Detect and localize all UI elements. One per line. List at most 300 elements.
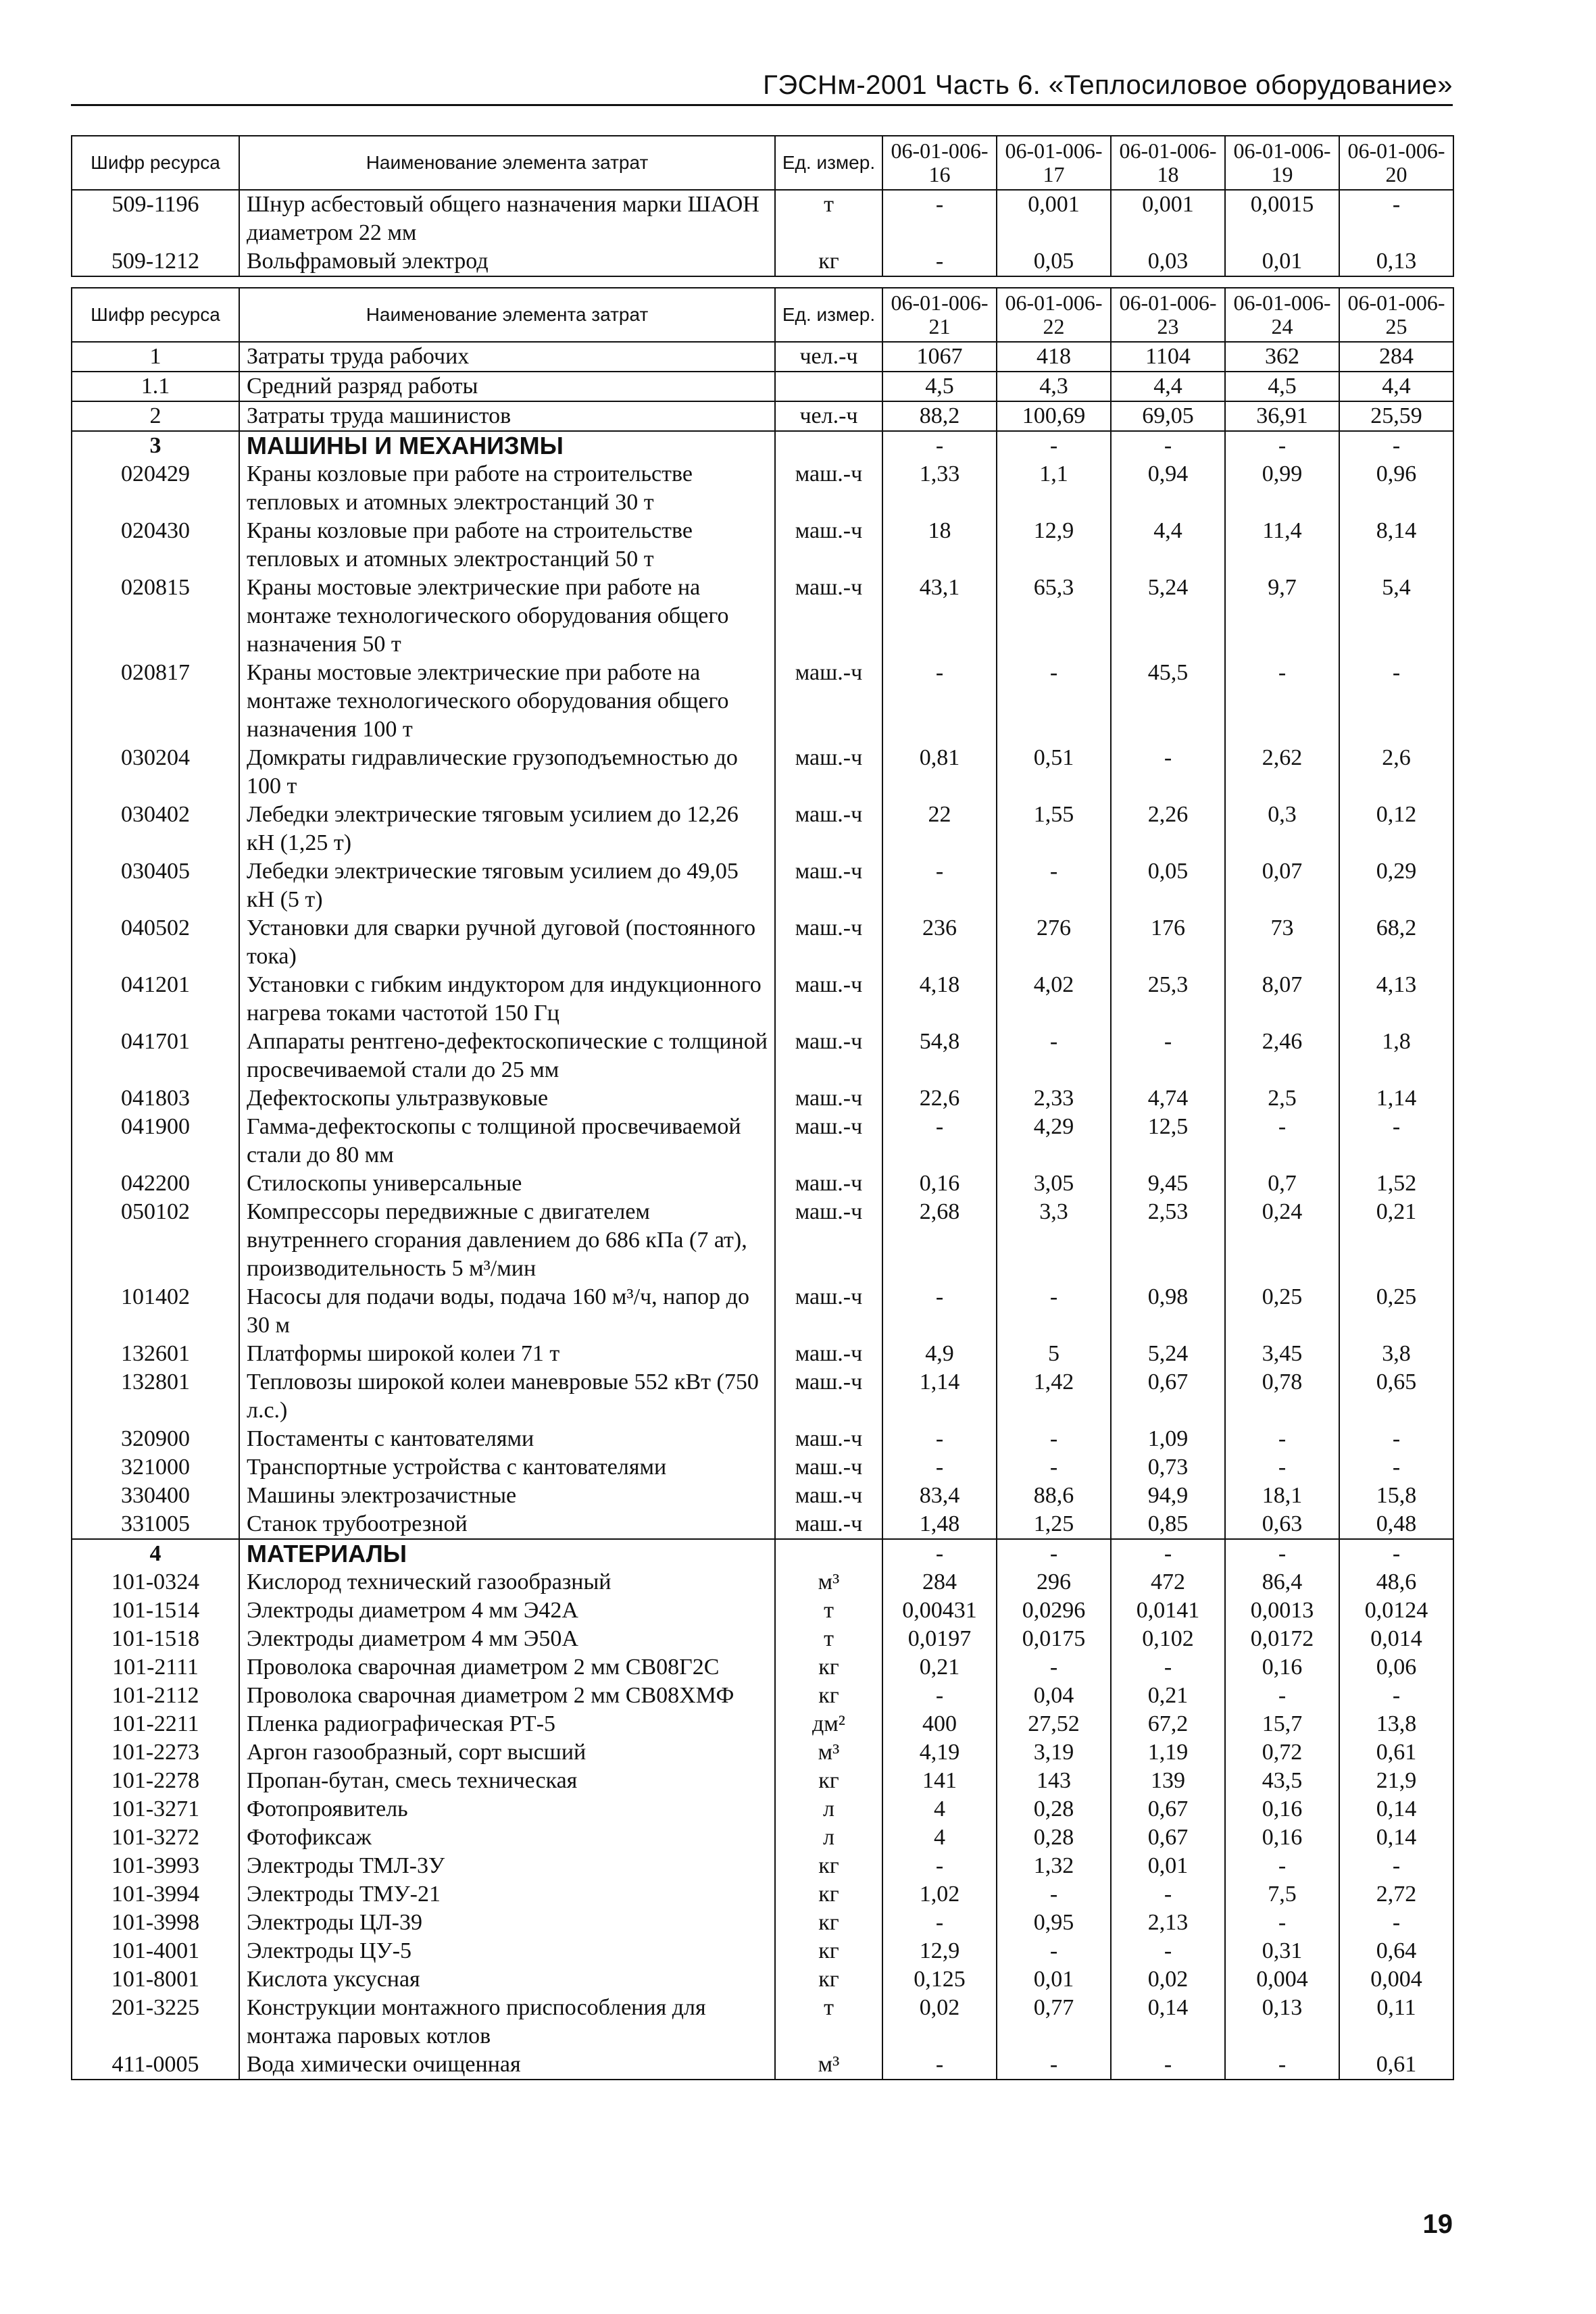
- norm-value-cell: 139: [1111, 1767, 1225, 1795]
- resource-name-cell: Компрессоры передвижные с двигателем внутреннего сгорания давлением до 686 кПа (7 ат), производительность 5 м³/мин: [239, 1198, 775, 1283]
- norm-value-cell: 4,74: [1111, 1084, 1225, 1113]
- norm-value-cell: 0,24: [1225, 1198, 1339, 1283]
- unit-cell: кг: [775, 1682, 882, 1710]
- norm-value-cell: 0,98: [1111, 1283, 1225, 1340]
- norm-value-cell: 2,13: [1111, 1909, 1225, 1937]
- norm-value-cell: 4,9: [882, 1340, 997, 1368]
- resource-code-cell: 101-3272: [72, 1823, 239, 1852]
- norm-value-cell: 0,07: [1225, 857, 1339, 914]
- resource-name-cell: Дефектоскопы ультразвуковые: [239, 1084, 775, 1113]
- norm-value-cell: 0,77: [997, 1994, 1111, 2051]
- norm-value-cell: 0,01: [1225, 247, 1339, 276]
- unit-cell: кг: [775, 1880, 882, 1909]
- norm-value-cell: 45,5: [1111, 659, 1225, 744]
- table-row: [72, 1710, 1453, 1738]
- table-row: [72, 1596, 1453, 1625]
- unit-cell: маш.-ч: [775, 1028, 882, 1084]
- resource-code-cell: 101-2111: [72, 1653, 239, 1682]
- norm-value-cell: -: [1111, 1880, 1225, 1909]
- norm-value-cell: 3,05: [997, 1169, 1111, 1198]
- resource-name-cell: Установки для сварки ручной дуговой (постоянного тока): [239, 914, 775, 971]
- norm-value-cell: 0,51: [997, 744, 1111, 801]
- resource-code-cell: 040502: [72, 914, 239, 971]
- norm-value-cell: -: [997, 1453, 1111, 1482]
- resource-code-cell: 030402: [72, 801, 239, 857]
- norm-value-cell: 0,16: [1225, 1653, 1339, 1682]
- norm-value-cell: 0,78: [1225, 1368, 1339, 1425]
- norm-value-cell: 0,95: [997, 1909, 1111, 1937]
- norm-value-cell: -: [1111, 744, 1225, 801]
- norm-value-cell: -: [882, 1539, 997, 1568]
- resource-code-cell: 101-8001: [72, 1965, 239, 1994]
- norm-value-cell: 18: [882, 517, 997, 574]
- resource-code-cell: 020430: [72, 517, 239, 574]
- resource-name-cell: Краны мостовые электрические при работе на монтаже технологического оборудования общего назначения 100 т: [239, 659, 775, 744]
- norm-value-cell: 4,18: [882, 971, 997, 1028]
- norm-value-cell: 0,03: [1111, 247, 1225, 276]
- norm-value-cell: 15,8: [1339, 1482, 1453, 1510]
- norm-value-cell: 0,0175: [997, 1625, 1111, 1653]
- norm-value-cell: 1,42: [997, 1368, 1111, 1425]
- norm-value-cell: 0,67: [1111, 1795, 1225, 1823]
- norm-value-cell: 73: [1225, 914, 1339, 971]
- unit-cell: кг: [775, 1937, 882, 1965]
- norm-value-cell: 8,14: [1339, 517, 1453, 574]
- resource-code-cell: 330400: [72, 1482, 239, 1510]
- resource-code-cell: 101-3998: [72, 1909, 239, 1937]
- norm-value-cell: 8,07: [1225, 971, 1339, 1028]
- unit-cell: маш.-ч: [775, 1425, 882, 1453]
- norm-value-cell: 94,9: [1111, 1482, 1225, 1510]
- resource-code-cell: 331005: [72, 1510, 239, 1539]
- norm-value-cell: -: [1339, 659, 1453, 744]
- norm-value-cell: 4,29: [997, 1113, 1111, 1169]
- resource-code-cell: 509-1212: [72, 247, 239, 276]
- resource-name-cell: Краны козловые при работе на строительстве тепловых и атомных электростанций 50 т: [239, 517, 775, 574]
- norm-value-cell: 2,26: [1111, 801, 1225, 857]
- resource-name-cell: Машины электрозачистные: [239, 1482, 775, 1510]
- norm-value-cell: 143: [997, 1767, 1111, 1795]
- table-row: [72, 1965, 1453, 1994]
- norm-column-header: 06-01-006-18: [1111, 136, 1225, 190]
- unit-cell: маш.-ч: [775, 744, 882, 801]
- norm-value-cell: 4: [882, 1795, 997, 1823]
- norm-value-cell: 1104: [1111, 342, 1225, 372]
- resource-code-cell: 041201: [72, 971, 239, 1028]
- norm-value-cell: 2,72: [1339, 1880, 1453, 1909]
- norm-value-cell: 1,8: [1339, 1028, 1453, 1084]
- table-row: [72, 1937, 1453, 1965]
- norm-value-cell: -: [997, 1425, 1111, 1453]
- unit-cell: маш.-ч: [775, 914, 882, 971]
- unit-column-header: Ед. измер.: [775, 136, 882, 190]
- resource-name-cell: Постаменты с кантователями: [239, 1425, 775, 1453]
- norm-value-cell: 4,02: [997, 971, 1111, 1028]
- norm-value-cell: 0,21: [882, 1653, 997, 1682]
- norm-value-cell: 0,28: [997, 1795, 1111, 1823]
- table-row: [72, 914, 1453, 971]
- norm-value-cell: 276: [997, 914, 1111, 971]
- unit-cell: чел.-ч: [775, 401, 882, 431]
- name-column-header: Наименование элемента затрат: [239, 288, 775, 342]
- norm-value-cell: 418: [997, 342, 1111, 372]
- norm-value-cell: 1,55: [997, 801, 1111, 857]
- unit-cell: кг: [775, 1909, 882, 1937]
- norm-value-cell: 0,14: [1111, 1994, 1225, 2051]
- norm-value-cell: 1,1: [997, 460, 1111, 517]
- norm-column-header: 06-01-006-24: [1225, 288, 1339, 342]
- norm-value-cell: 236: [882, 914, 997, 971]
- norm-value-cell: 0,0141: [1111, 1596, 1225, 1625]
- norm-value-cell: 27,52: [997, 1710, 1111, 1738]
- norm-value-cell: -: [997, 1539, 1111, 1568]
- norm-value-cell: 176: [1111, 914, 1225, 971]
- norm-value-cell: 0,21: [1339, 1198, 1453, 1283]
- resource-code-cell: 041803: [72, 1084, 239, 1113]
- norm-value-cell: 0,67: [1111, 1823, 1225, 1852]
- resource-code-cell: 042200: [72, 1169, 239, 1198]
- norm-value-cell: 69,05: [1111, 401, 1225, 431]
- resource-name-cell: Затраты труда рабочих: [239, 342, 775, 372]
- norm-value-cell: -: [1339, 1682, 1453, 1710]
- unit-cell: маш.-ч: [775, 857, 882, 914]
- table-row: [72, 401, 1453, 431]
- table-row: [72, 1169, 1453, 1198]
- norm-value-cell: -: [997, 857, 1111, 914]
- norm-value-cell: 43,1: [882, 574, 997, 659]
- resource-name-cell: Краны мостовые электрические при работе на монтаже технологического оборудования общего назначения 50 т: [239, 574, 775, 659]
- resource-code-cell: 509-1196: [72, 190, 239, 247]
- resource-name-cell: Затраты труда машинистов: [239, 401, 775, 431]
- norm-value-cell: 12,9: [882, 1937, 997, 1965]
- norm-value-cell: 86,4: [1225, 1568, 1339, 1596]
- norm-value-cell: -: [882, 1425, 997, 1453]
- resource-name-cell: Вода химически очищенная: [239, 2051, 775, 2080]
- norm-value-cell: 0,04: [997, 1682, 1111, 1710]
- norm-value-cell: 3,8: [1339, 1340, 1453, 1368]
- name-column-header: Наименование элемента затрат: [239, 136, 775, 190]
- resource-name-cell: Вольфрамовый электрод: [239, 247, 775, 276]
- norm-value-cell: 0,05: [997, 247, 1111, 276]
- resource-code-cell: 101402: [72, 1283, 239, 1340]
- norm-value-cell: 7,5: [1225, 1880, 1339, 1909]
- norm-value-cell: -: [997, 431, 1111, 460]
- code-column-header: Шифр ресурса: [72, 288, 239, 342]
- norm-value-cell: -: [882, 659, 997, 744]
- table-row: [72, 1568, 1453, 1596]
- table-row: [72, 1994, 1453, 2051]
- resource-name-cell: Кислород технический газообразный: [239, 1568, 775, 1596]
- norm-value-cell: 284: [882, 1568, 997, 1596]
- norm-value-cell: 296: [997, 1568, 1111, 1596]
- resource-name-cell: Аргон газообразный, сорт высший: [239, 1738, 775, 1767]
- unit-cell: маш.-ч: [775, 1482, 882, 1510]
- norm-value-cell: 54,8: [882, 1028, 997, 1084]
- resource-name-cell: Станок трубоотрезной: [239, 1510, 775, 1539]
- unit-cell: дм²: [775, 1710, 882, 1738]
- norm-value-cell: 1,33: [882, 460, 997, 517]
- norm-value-cell: 2,62: [1225, 744, 1339, 801]
- table-row: [72, 1738, 1453, 1767]
- table-row: [72, 1368, 1453, 1425]
- resource-code-cell: 041701: [72, 1028, 239, 1084]
- norm-value-cell: 0,0172: [1225, 1625, 1339, 1653]
- norm-value-cell: 100,69: [997, 401, 1111, 431]
- norm-value-cell: 0,21: [1111, 1682, 1225, 1710]
- table-row: [72, 1113, 1453, 1169]
- unit-cell: маш.-ч: [775, 971, 882, 1028]
- unit-cell: маш.-ч: [775, 801, 882, 857]
- resource-code-cell: 020817: [72, 659, 239, 744]
- norm-value-cell: -: [1225, 1453, 1339, 1482]
- resource-name-cell: Гамма-дефектоскопы с толщиной просвечиваемой стали до 80 мм: [239, 1113, 775, 1169]
- norm-value-cell: 1,14: [1339, 1084, 1453, 1113]
- norm-value-cell: 141: [882, 1767, 997, 1795]
- norm-value-cell: 2,53: [1111, 1198, 1225, 1283]
- norm-value-cell: 0,004: [1339, 1965, 1453, 1994]
- resource-name-cell: Фотопроявитель: [239, 1795, 775, 1823]
- norm-value-cell: 25,59: [1339, 401, 1453, 431]
- norm-value-cell: 0,004: [1225, 1965, 1339, 1994]
- norm-value-cell: 48,6: [1339, 1568, 1453, 1596]
- norm-value-cell: -: [997, 1028, 1111, 1084]
- norm-value-cell: -: [882, 190, 997, 247]
- table-row: [72, 1795, 1453, 1823]
- unit-cell: л: [775, 1823, 882, 1852]
- norm-value-cell: 0,72: [1225, 1738, 1339, 1767]
- norm-value-cell: 4,4: [1339, 372, 1453, 401]
- resource-name-cell: Средний разряд работы: [239, 372, 775, 401]
- resource-name-cell: Проволока сварочная диаметром 2 мм СВ08Г2С: [239, 1653, 775, 1682]
- resource-name-cell: Электроды ЦУ-5: [239, 1937, 775, 1965]
- norm-value-cell: 0,12: [1339, 801, 1453, 857]
- table-row: [72, 801, 1453, 857]
- norm-value-cell: -: [882, 1283, 997, 1340]
- table-row: [72, 1625, 1453, 1653]
- unit-cell: маш.-ч: [775, 460, 882, 517]
- norm-value-cell: 0,125: [882, 1965, 997, 1994]
- norm-value-cell: 0,02: [882, 1994, 997, 2051]
- table-row: [72, 372, 1453, 401]
- norm-value-cell: -: [882, 857, 997, 914]
- unit-cell: кг: [775, 1852, 882, 1880]
- norm-value-cell: -: [1339, 431, 1453, 460]
- norm-value-cell: 0,16: [1225, 1823, 1339, 1852]
- resource-code-cell: 101-1518: [72, 1625, 239, 1653]
- norm-value-cell: -: [997, 1880, 1111, 1909]
- norm-value-cell: 36,91: [1225, 401, 1339, 431]
- resource-name-cell: Кислота уксусная: [239, 1965, 775, 1994]
- norm-value-cell: 4,5: [882, 372, 997, 401]
- resource-code-cell: 201-3225: [72, 1994, 239, 2051]
- table-row: [72, 1510, 1453, 1539]
- norm-column-header: 06-01-006-22: [997, 288, 1111, 342]
- norm-value-cell: 0,85: [1111, 1510, 1225, 1539]
- resource-name-cell: Шнур асбестовый общего назначения марки ШАОН диаметром 22 мм: [239, 190, 775, 247]
- resource-name-cell: МАТЕРИАЛЫ: [239, 1539, 775, 1568]
- table-row: [72, 1340, 1453, 1368]
- norm-value-cell: 284: [1339, 342, 1453, 372]
- table-row: [72, 1767, 1453, 1795]
- norm-value-cell: 0,3: [1225, 801, 1339, 857]
- unit-cell: чел.-ч: [775, 342, 882, 372]
- table-row: [72, 1425, 1453, 1453]
- norm-value-cell: 0,61: [1339, 1738, 1453, 1767]
- norm-value-cell: 0,28: [997, 1823, 1111, 1852]
- resource-code-cell: 020429: [72, 460, 239, 517]
- norm-value-cell: 11,4: [1225, 517, 1339, 574]
- resource-code-cell: 320900: [72, 1425, 239, 1453]
- resource-code-cell: 101-2112: [72, 1682, 239, 1710]
- resource-code-cell: 101-3993: [72, 1852, 239, 1880]
- resource-code-cell: 030405: [72, 857, 239, 914]
- norm-value-cell: 1067: [882, 342, 997, 372]
- table-row: [72, 1453, 1453, 1482]
- norm-value-cell: 25,3: [1111, 971, 1225, 1028]
- table-row: [72, 744, 1453, 801]
- resource-code-cell: 101-3994: [72, 1880, 239, 1909]
- norm-value-cell: 0,0124: [1339, 1596, 1453, 1625]
- norm-value-cell: -: [1111, 1028, 1225, 1084]
- resource-code-cell: 1: [72, 342, 239, 372]
- norm-value-cell: 5: [997, 1340, 1111, 1368]
- table-row: [72, 1823, 1453, 1852]
- norm-value-cell: -: [1225, 1909, 1339, 1937]
- norm-value-cell: 2,33: [997, 1084, 1111, 1113]
- norm-value-cell: 2,5: [1225, 1084, 1339, 1113]
- resource-name-cell: Пропан-бутан, смесь техническая: [239, 1767, 775, 1795]
- table-header-row: [72, 288, 1453, 342]
- norm-value-cell: 1,14: [882, 1368, 997, 1425]
- norm-value-cell: 15,7: [1225, 1710, 1339, 1738]
- norm-value-cell: 472: [1111, 1568, 1225, 1596]
- resource-code-cell: 101-2273: [72, 1738, 239, 1767]
- resource-code-cell: 030204: [72, 744, 239, 801]
- resource-name-cell: Лебедки электрические тяговым усилием до 12,26 кН (1,25 т): [239, 801, 775, 857]
- unit-cell: маш.-ч: [775, 1453, 882, 1482]
- unit-cell: маш.-ч: [775, 1510, 882, 1539]
- norm-value-cell: -: [1339, 190, 1453, 247]
- table-row: [72, 1028, 1453, 1084]
- resource-name-cell: Краны козловые при работе на строительстве тепловых и атомных электростанций 30 т: [239, 460, 775, 517]
- norm-value-cell: -: [1225, 1852, 1339, 1880]
- norm-value-cell: -: [882, 1852, 997, 1880]
- norm-value-cell: 0,31: [1225, 1937, 1339, 1965]
- norm-value-cell: -: [882, 1453, 997, 1482]
- unit-cell: маш.-ч: [775, 1113, 882, 1169]
- norm-value-cell: 9,45: [1111, 1169, 1225, 1198]
- norm-value-cell: 68,2: [1339, 914, 1453, 971]
- norm-value-cell: 12,9: [997, 517, 1111, 574]
- table-row: [72, 1198, 1453, 1283]
- norm-column-header: 06-01-006-17: [997, 136, 1111, 190]
- resource-code-cell: 101-4001: [72, 1937, 239, 1965]
- norm-value-cell: 5,24: [1111, 1340, 1225, 1368]
- unit-cell: м³: [775, 1738, 882, 1767]
- table-row: [72, 190, 1453, 247]
- norm-value-cell: -: [1339, 1453, 1453, 1482]
- norm-value-cell: 13,8: [1339, 1710, 1453, 1738]
- norm-value-cell: 1,02: [882, 1880, 997, 1909]
- norm-value-cell: -: [1225, 2051, 1339, 2080]
- norm-value-cell: -: [1111, 431, 1225, 460]
- norm-value-cell: -: [882, 247, 997, 276]
- unit-cell: маш.-ч: [775, 1198, 882, 1283]
- norm-value-cell: 5,24: [1111, 574, 1225, 659]
- norm-value-cell: 0,14: [1339, 1795, 1453, 1823]
- norm-value-cell: 1,48: [882, 1510, 997, 1539]
- norm-value-cell: 88,6: [997, 1482, 1111, 1510]
- resource-code-cell: 2: [72, 401, 239, 431]
- norm-value-cell: 0,0015: [1225, 190, 1339, 247]
- norm-value-cell: 88,2: [882, 401, 997, 431]
- norm-value-cell: 0,01: [1111, 1852, 1225, 1880]
- resource-code-cell: 321000: [72, 1453, 239, 1482]
- norm-value-cell: -: [1339, 1425, 1453, 1453]
- resource-code-cell: 411-0005: [72, 2051, 239, 2080]
- norm-value-cell: -: [997, 1653, 1111, 1682]
- table-row: [72, 460, 1453, 517]
- resource-code-cell: 1.1: [72, 372, 239, 401]
- resource-name-cell: Аппараты рентгено-дефектоскопические с толщиной просвечиваемой стали до 25 мм: [239, 1028, 775, 1084]
- resource-name-cell: Установки с гибким индуктором для индукционного нагрева токами частотой 150 Гц: [239, 971, 775, 1028]
- norm-value-cell: -: [1225, 659, 1339, 744]
- norm-value-cell: 0,16: [882, 1169, 997, 1198]
- code-column-header: Шифр ресурса: [72, 136, 239, 190]
- norm-value-cell: 0,0013: [1225, 1596, 1339, 1625]
- norm-value-cell: 4,4: [1111, 517, 1225, 574]
- norm-value-cell: 4,3: [997, 372, 1111, 401]
- table-row: [72, 517, 1453, 574]
- resource-code-cell: 101-1514: [72, 1596, 239, 1625]
- norm-value-cell: -: [1111, 1937, 1225, 1965]
- norm-value-cell: 3,3: [997, 1198, 1111, 1283]
- table-row: [72, 1852, 1453, 1880]
- unit-cell: т: [775, 1596, 882, 1625]
- norm-value-cell: 0,001: [1111, 190, 1225, 247]
- norm-value-cell: 2,46: [1225, 1028, 1339, 1084]
- norm-value-cell: 4,19: [882, 1738, 997, 1767]
- norm-value-cell: 1,32: [997, 1852, 1111, 1880]
- norm-value-cell: -: [997, 1937, 1111, 1965]
- table-row: [72, 2051, 1453, 2080]
- norm-value-cell: 0,7: [1225, 1169, 1339, 1198]
- norm-value-cell: -: [1225, 1113, 1339, 1169]
- norm-value-cell: 0,64: [1339, 1937, 1453, 1965]
- norm-value-cell: 0,0296: [997, 1596, 1111, 1625]
- resource-name-cell: Электроды ТМЛ-3У: [239, 1852, 775, 1880]
- norm-value-cell: 65,3: [997, 574, 1111, 659]
- norm-value-cell: 0,96: [1339, 460, 1453, 517]
- norm-column-header: 06-01-006-20: [1339, 136, 1453, 190]
- table-row: [72, 659, 1453, 744]
- unit-cell: м³: [775, 2051, 882, 2080]
- resource-name-cell: Конструкции монтажного приспособления для монтажа паровых котлов: [239, 1994, 775, 2051]
- norm-column-header: 06-01-006-25: [1339, 288, 1453, 342]
- resource-code-cell: 3: [72, 431, 239, 460]
- norm-value-cell: -: [1225, 1539, 1339, 1568]
- table-row: [72, 1682, 1453, 1710]
- resource-code-cell: 101-0324: [72, 1568, 239, 1596]
- resource-code-cell: 050102: [72, 1198, 239, 1283]
- unit-cell: [775, 1539, 882, 1568]
- norm-value-cell: -: [1111, 1653, 1225, 1682]
- unit-cell: [775, 372, 882, 401]
- norm-value-cell: 2,68: [882, 1198, 997, 1283]
- norm-value-cell: 0,67: [1111, 1368, 1225, 1425]
- unit-column-header: Ед. измер.: [775, 288, 882, 342]
- page-header: ГЭСНм-2001 Часть 6. «Теплосиловое оборудование»: [763, 70, 1453, 100]
